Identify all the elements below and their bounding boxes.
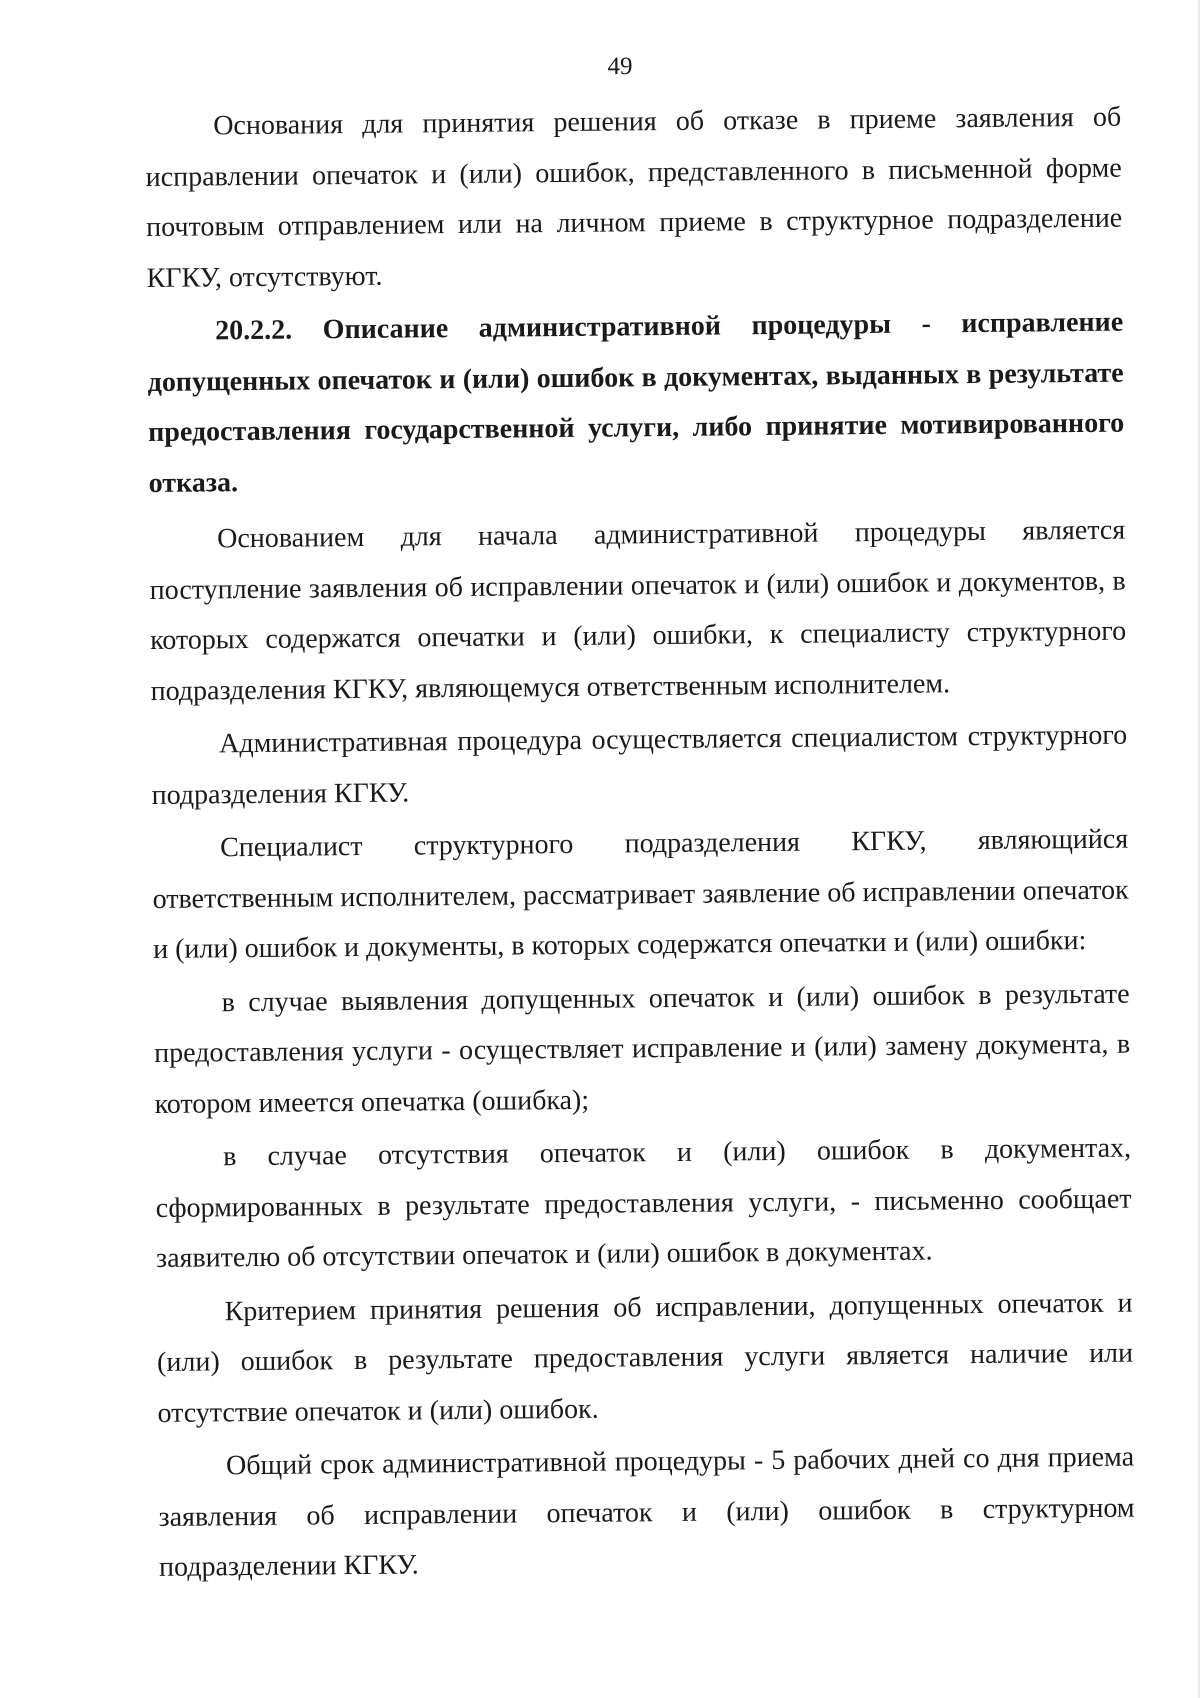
section-heading-20-2-2: 20.2.2. Описание административной процедуры - исправление допущенных опечаток и (или) ошибок в документах, выданных в результате предоставления государственной услуги, либо принятие мотивированного отказа. [147, 306, 1125, 499]
document-body [145, 93, 1135, 1597]
paragraph-no-errors: в случае отсутствия опечаток и (или) ошибок в документах, сформированных в результате предоставления услуги, - письменно сообщает заявителю об отсутствии опечаток и (или) ошибок в документах. [155, 1132, 1132, 1274]
paragraph-decision-criterion: Критерием принятия решения об исправлении, допущенных опечаток и (или) ошибок в результате предоставления услуги является наличие или отсутствие опечаток и (или) ошибок. [156, 1287, 1134, 1429]
page-number: 49 [607, 53, 633, 80]
scan-edge-shadow [1196, 0, 1200, 1698]
paragraph-procedure-basis: Основанием для начала административной процедуры является поступление заявления об исправлении опечаток и (или) ошибок и документов, в которых содержатся опечатки и (или) ошибки, к специалисту структурного подразделения КГКУ, являющемуся ответственным исполнителем. [149, 514, 1127, 707]
paragraph-specialist-review: Специалист структурного подразделения КГКУ, являющийся ответственным исполнителем, рассматривает заявление об исправлении опечаток и (или) ошибок и документы, в которых содержатся опечатки и (или) ошибки: [152, 823, 1129, 965]
paragraph-total-term: Общий срок административной процедуры - 5 рабочих дней со дня приема заявления об исправлении опечаток и (или) ошибок в структурном подразделении КГКУ. [158, 1441, 1135, 1583]
paragraph-procedure-performer: Административная процедура осуществляется специалистом структурного подразделения КГКУ. [151, 719, 1128, 811]
paragraph-errors-found: в случае выявления допущенных опечаток и (или) ошибок в результате предоставления услуги - осуществляет исправление и (или) замену документа, в котором имеется опечатка (ошибка); [153, 978, 1131, 1120]
paragraph-refusal-grounds: Основания для принятия решения об отказе в приеме заявления об исправлении опечаток и (или) ошибок, представленного в письменной форме почтовым отправлением или на личном приеме в структурное подразделение КГКУ, отсутствуют. [145, 101, 1123, 294]
